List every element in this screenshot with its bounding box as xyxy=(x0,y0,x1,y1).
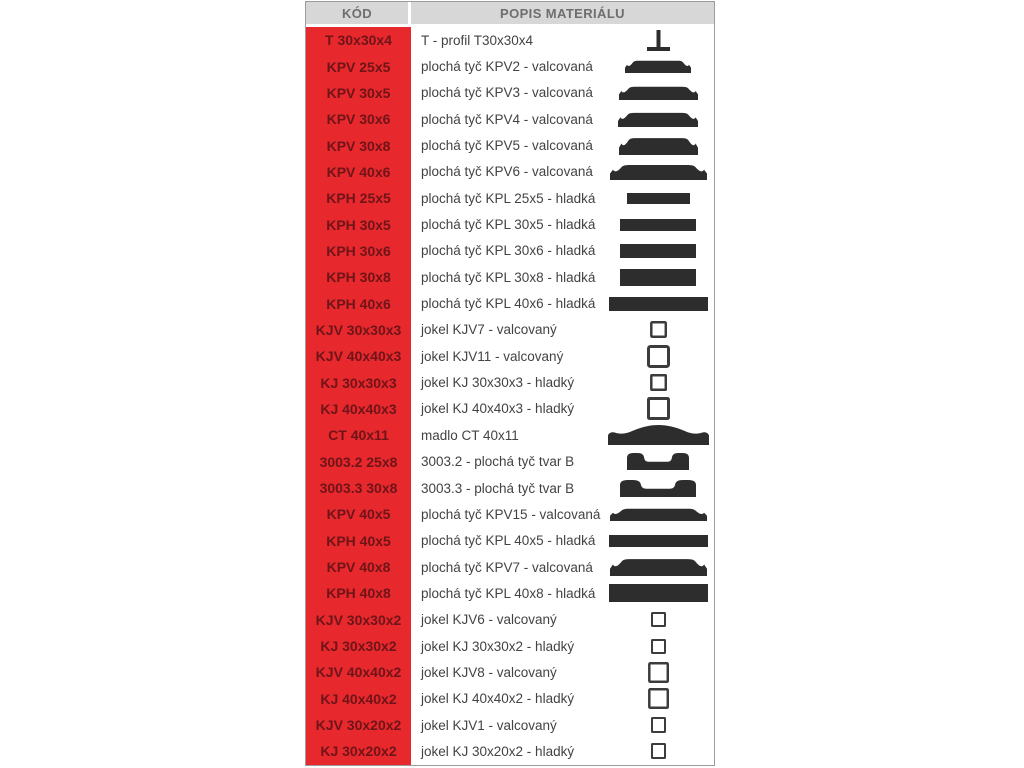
table-row xyxy=(306,211,714,237)
row-description: plochá tyč KPL 30x5 - hladká xyxy=(421,217,596,233)
table-row xyxy=(306,80,714,106)
table-row xyxy=(306,238,714,264)
row-code: KJ 30x30x2 xyxy=(306,633,411,659)
row-code: KJ 40x40x2 xyxy=(306,686,411,712)
table-row xyxy=(306,659,714,685)
row-code: KJV 40x40x2 xyxy=(306,659,411,685)
row-code: KJ 30x20x2 xyxy=(306,738,411,764)
table-row xyxy=(306,185,714,211)
row-description: jokel KJV8 - valcovaný xyxy=(421,664,557,680)
row-code: KJV 40x40x3 xyxy=(306,343,411,369)
table-row xyxy=(306,264,714,290)
row-code: KPV 40x5 xyxy=(306,501,411,527)
row-description: plochá tyč KPV3 - valcovaná xyxy=(421,85,593,101)
row-code: 3003.2 25x8 xyxy=(306,449,411,475)
row-description: plochá tyč KPV15 - valcovaná xyxy=(421,506,601,522)
row-description: T - profil T30x30x4 xyxy=(421,32,534,48)
row-description: jokel KJ 30x30x3 - hladký xyxy=(421,375,575,391)
table-row xyxy=(306,106,714,132)
row-code: KPV 30x8 xyxy=(306,132,411,158)
table-row xyxy=(306,501,714,527)
row-code: KPH 40x5 xyxy=(306,528,411,554)
row-description: plochá tyč KPV7 - valcovaná xyxy=(421,559,593,575)
table-row xyxy=(306,607,714,633)
row-description: jokel KJ 40x40x3 - hladký xyxy=(421,401,575,417)
row-description: plochá tyč KPL 25x5 - hladká xyxy=(421,190,596,206)
table-body xyxy=(306,27,714,765)
row-description: plochá tyč KPL 40x6 - hladká xyxy=(421,296,596,312)
row-description: jokel KJ 40x40x2 - hladký xyxy=(421,691,575,707)
row-description: 3003.2 - plochá tyč tvar B xyxy=(421,454,575,470)
table-row xyxy=(306,528,714,554)
row-code: KPV 40x8 xyxy=(306,554,411,580)
row-description: jokel KJV11 - valcovaný xyxy=(421,348,564,364)
table-row xyxy=(306,449,714,475)
row-description: jokel KJ 30x20x2 - hladký xyxy=(421,743,575,759)
row-code: KJ 40x40x3 xyxy=(306,396,411,422)
table-row xyxy=(306,369,714,395)
row-code: KPV 40x6 xyxy=(306,159,411,185)
column-header-popis-materialu: POPIS MATERIÁLU xyxy=(411,2,714,24)
row-description: plochá tyč KPL 40x8 - hladká xyxy=(421,585,596,601)
table-header-row xyxy=(306,2,714,27)
row-code: KPV 30x5 xyxy=(306,80,411,106)
row-description: jokel KJ 30x30x2 - hladký xyxy=(421,638,575,654)
material-catalog-table xyxy=(305,1,715,766)
row-code: 3003.3 30x8 xyxy=(306,475,411,501)
row-description: plochá tyč KPV4 - valcovaná xyxy=(421,111,593,127)
row-description: plochá tyč KPL 40x5 - hladká xyxy=(421,533,596,549)
table-row xyxy=(306,686,714,712)
row-description: plochá tyč KPL 30x6 - hladká xyxy=(421,243,596,259)
table-row xyxy=(306,475,714,501)
row-code: KPV 30x6 xyxy=(306,106,411,132)
row-code: KJV 30x20x2 xyxy=(306,712,411,738)
row-code: T 30x30x4 xyxy=(306,27,411,53)
table-row xyxy=(306,159,714,185)
row-description: jokel KJV6 - valcovaný xyxy=(421,612,557,628)
row-code: KPH 40x8 xyxy=(306,580,411,606)
row-code: KPH 30x5 xyxy=(306,211,411,237)
table-row xyxy=(306,396,714,422)
table-row xyxy=(306,317,714,343)
row-description: 3003.3 - plochá tyč tvar B xyxy=(421,480,575,496)
row-description: plochá tyč KPV6 - valcovaná xyxy=(421,164,593,180)
row-code: KPV 25x5 xyxy=(306,53,411,79)
table-row xyxy=(306,554,714,580)
row-description: jokel KJV1 - valcovaný xyxy=(421,717,557,733)
column-header-kod: KÓD xyxy=(306,2,411,24)
row-description: jokel KJV7 - valcovaný xyxy=(421,322,557,338)
table-row xyxy=(306,633,714,659)
table-row xyxy=(306,27,714,53)
row-code: KJ 30x30x3 xyxy=(306,369,411,395)
row-code: CT 40x11 xyxy=(306,422,411,448)
row-code: KPH 30x8 xyxy=(306,264,411,290)
row-code: KPH 40x6 xyxy=(306,290,411,316)
row-code: KJV 30x30x2 xyxy=(306,607,411,633)
row-description: madlo CT 40x11 xyxy=(421,427,519,443)
table-row xyxy=(306,422,714,448)
row-code: KPH 30x6 xyxy=(306,238,411,264)
row-code: KJV 30x30x3 xyxy=(306,317,411,343)
table-row xyxy=(306,580,714,606)
row-code: KPH 25x5 xyxy=(306,185,411,211)
row-description: plochá tyč KPL 30x8 - hladká xyxy=(421,269,596,285)
table-row xyxy=(306,290,714,316)
table-row xyxy=(306,343,714,369)
table-row xyxy=(306,712,714,738)
table-row xyxy=(306,738,714,764)
table-row xyxy=(306,132,714,158)
table-row xyxy=(306,53,714,79)
row-description: plochá tyč KPV5 - valcovaná xyxy=(421,138,593,154)
row-description: plochá tyč KPV2 - valcovaná xyxy=(421,59,593,75)
